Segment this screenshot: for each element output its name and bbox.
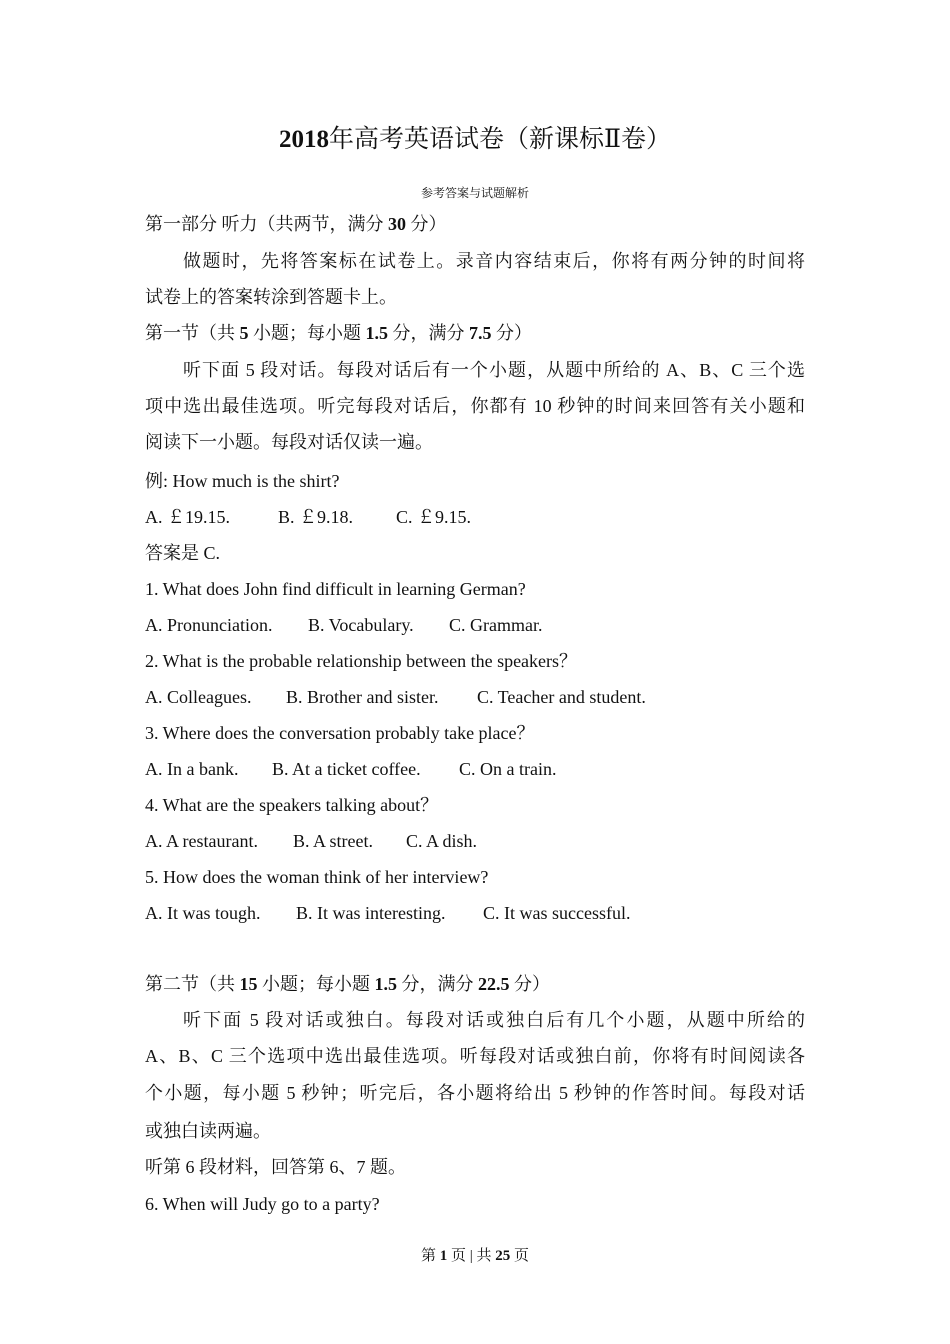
option: B. At a ticket coffee. — [272, 759, 421, 779]
paragraph-line: 或独白读两遍。 — [145, 1121, 271, 1141]
option: C. A dish. — [406, 831, 478, 851]
text: 分） — [410, 214, 447, 234]
question: 2. What is the probable relationship between the speakers？ — [145, 651, 578, 671]
option: C. Grammar. — [449, 615, 543, 635]
example-answer: 答案是 C. — [145, 543, 221, 563]
text: 小题；每小题 — [253, 323, 361, 343]
option: A. ￡19.15. — [145, 507, 230, 527]
text: 分，满分 — [401, 974, 474, 994]
option: C. ￡9.15. — [396, 507, 472, 527]
option: C. On a train. — [459, 759, 557, 779]
text: 页 | 共 — [450, 1248, 492, 1264]
option: B. Brother and sister. — [286, 687, 439, 707]
option: B. ￡9.18. — [278, 507, 354, 527]
paragraph-line: 试卷上的答案转涂到答题卡上。 — [145, 287, 397, 307]
title-text: 年高考英语试卷（新课标Ⅱ卷） — [329, 126, 671, 153]
option: A. In a bank. — [145, 759, 239, 779]
text: 小题；每小题 — [262, 974, 370, 994]
question: 1. What does John find difficult in learning German? — [145, 579, 526, 599]
paragraph-line: 听下面 5 段对话。每段对话后有一个小题，从题中所给的 A、B、C 三个选 — [183, 360, 805, 380]
text: 第 — [420, 1248, 436, 1264]
option: A. It was tough. — [145, 903, 261, 923]
option: A. A restaurant. — [145, 831, 258, 851]
text: 第一部分 听力（共两节，满分 — [145, 214, 384, 234]
paragraph-line: 阅读下一小题。每段对话仅读一遍。 — [145, 432, 433, 452]
text: 分） — [514, 974, 550, 994]
options — [145, 686, 805, 708]
paragraph-line: 个小题，每小题 5 秒钟；听完后，各小题将给出 5 秒钟的作答时间。每段对话 — [145, 1083, 805, 1103]
text: 15 — [239, 974, 258, 994]
text: 分，满分 — [392, 323, 465, 343]
text: 7.5 — [469, 323, 492, 343]
page-footer — [0, 1244, 950, 1265]
page-total: 25 — [495, 1248, 511, 1264]
text: 22.5 — [478, 974, 510, 994]
option: B. Vocabulary. — [308, 615, 414, 635]
material-instruction: 听第 6 段材料，回答第 6、7 题。 — [145, 1157, 406, 1177]
text: 1.5 — [365, 323, 388, 343]
option: C. Teacher and student. — [477, 687, 646, 707]
text: 1.5 — [374, 974, 397, 994]
option: C. It was successful. — [483, 903, 631, 923]
options — [145, 614, 805, 636]
question: 6. When will Judy go to a party? — [145, 1194, 380, 1214]
options — [145, 758, 805, 780]
part1-heading — [145, 213, 805, 235]
question: 4. What are the speakers talking about？ — [145, 795, 439, 815]
question: 5. How does the woman think of her interview? — [145, 867, 489, 887]
option: B. A street. — [293, 831, 373, 851]
paragraph-line: A、B、C 三个选项中选出最佳选项。听每段对话或独白前，你将有时间阅读各 — [145, 1046, 805, 1066]
paragraph-line: 项中选出最佳选项。听完每段对话后，你都有 10 秒钟的时间来回答有关小题和 — [145, 396, 805, 416]
section1-heading — [145, 322, 805, 344]
option: A. Pronunciation. — [145, 615, 273, 635]
question: 3. Where does the conversation probably take place？ — [145, 723, 535, 743]
paragraph-line: 听下面 5 段对话或独白。每段对话或独白后有几个小题，从题中所给的 — [183, 1010, 805, 1030]
example-options — [145, 506, 805, 528]
text: 5 — [239, 323, 249, 343]
text: 页 — [514, 1248, 530, 1264]
text: 第二节（共 — [145, 974, 235, 994]
option: B. It was interesting. — [296, 903, 446, 923]
text: 分） — [496, 323, 532, 343]
options — [145, 902, 805, 924]
title-year: 2018 — [279, 126, 329, 153]
paragraph-line: 做题时，先将答案标在试卷上。录音内容结束后，你将有两分钟的时间将 — [183, 251, 805, 271]
text: 30 — [388, 214, 406, 234]
example-question: 例: How much is the shirt? — [145, 471, 340, 491]
subtitle: 参考答案与试题解析 — [420, 186, 529, 200]
page-title — [0, 124, 950, 156]
text: 第一节（共 — [145, 323, 235, 343]
options — [145, 830, 805, 852]
section2-heading — [145, 973, 805, 995]
option: A. Colleagues. — [145, 687, 252, 707]
page-number: 1 — [439, 1248, 448, 1264]
